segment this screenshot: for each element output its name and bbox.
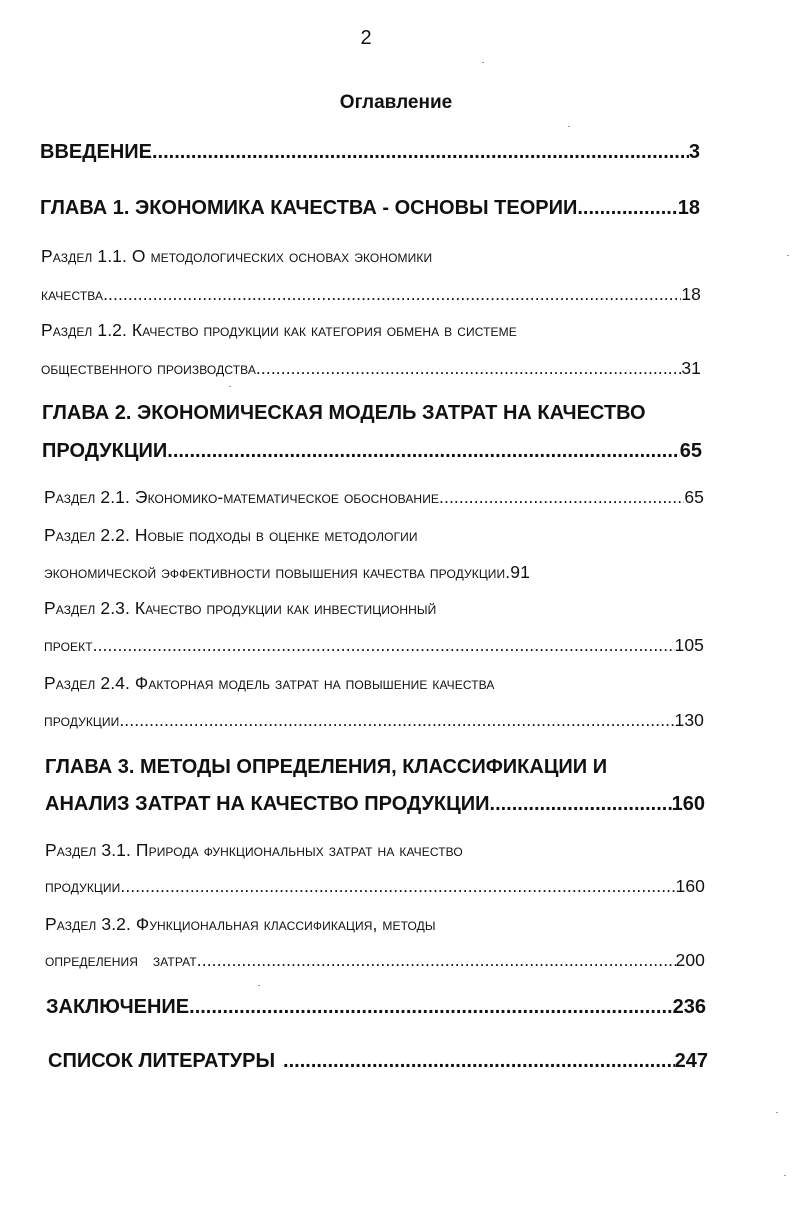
toc-entry-chapter-2-line-1[interactable] <box>42 402 702 425</box>
toc-entry-section-2-2-line-1[interactable] <box>44 525 704 546</box>
toc-entry-chapter-2-line-2[interactable] <box>42 440 702 463</box>
toc-entry-page: 91 <box>510 562 530 582</box>
page-number: 2 <box>360 27 372 49</box>
toc-entry-text: АНАЛИЗ ЗАТРАТ НА КАЧЕСТВО ПРОДУКЦИИ. <box>45 793 496 815</box>
scan-speck <box>776 1112 778 1113</box>
toc-entry-section-1-1-line-1[interactable] <box>41 246 701 267</box>
toc-entry-page: 31 <box>681 358 701 378</box>
toc-entry-text: Раздел 2.1. Экономико-математическое обоснование. <box>44 487 444 507</box>
dot-leader <box>261 358 681 379</box>
toc-entry-text: ВВЕДЕНИЕ <box>40 141 152 163</box>
toc-entry-text: Раздел 2.4. Факторная модель затрат на повышение качества <box>44 673 495 693</box>
toc-entry-text: Раздел 3.1. Природа функциональных затрат на качество <box>45 840 463 860</box>
scan-speck <box>568 126 570 127</box>
toc-entry-chapter-3-line-2[interactable] <box>45 793 705 816</box>
toc-entry-page: 18 <box>677 197 700 219</box>
toc-entry-page: 65 <box>679 440 702 462</box>
scan-speck <box>258 985 260 986</box>
toc-entry-section-2-1[interactable] <box>44 487 704 508</box>
toc-entry-conclusion[interactable] <box>46 996 706 1019</box>
toc-entry-section-3-1-line-1[interactable] <box>45 840 705 861</box>
dot-leader <box>173 440 680 463</box>
toc-entry-chapter-1[interactable] <box>40 197 700 220</box>
toc-entry-page: 65 <box>684 487 704 507</box>
scan-speck <box>784 1175 786 1176</box>
toc-entry-section-3-2-line-1[interactable] <box>45 914 705 935</box>
scan-speck <box>787 255 789 256</box>
toc-entry-text: ГЛАВА 1. ЭКОНОМИКА КАЧЕСТВА - ОСНОВЫ ТЕОРИИ. <box>40 197 583 219</box>
toc-entry-section-2-3-line-2[interactable] <box>44 635 704 656</box>
toc-entry-page: 18 <box>681 284 701 304</box>
toc-entry-page: 105 <box>674 635 704 655</box>
dot-leader <box>195 996 673 1019</box>
toc-entry-text: экономической эффективности повышения качества продукции. <box>44 562 511 582</box>
toc-entry-text: продукции <box>44 710 120 730</box>
toc-entry-page: 236 <box>672 996 706 1018</box>
dot-leader <box>98 635 675 656</box>
dot-leader <box>202 950 676 971</box>
toc-entry-page: 247 <box>674 1050 708 1072</box>
toc-entry-section-1-2-line-2[interactable] <box>41 358 701 379</box>
toc-entry-text: ПРОДУКЦИИ. <box>42 440 173 462</box>
toc-entry-section-2-4-line-1[interactable] <box>44 673 704 694</box>
toc-entry-text: Раздел 2.3. Качество продукции как инвестиционный <box>44 598 437 618</box>
toc-entry-text: Раздел 3.2. Функциональная классификация, методы <box>45 914 436 934</box>
toc-entry-text: общественного производства. <box>41 358 261 378</box>
toc-entry-text: продукции. <box>45 876 126 896</box>
dot-leader <box>119 710 674 731</box>
dot-leader <box>125 876 675 897</box>
toc-entry-chapter-3-line-1[interactable] <box>45 756 705 779</box>
toc-entry-page: 3 <box>688 141 700 163</box>
toc-entry-page: 160 <box>671 793 705 815</box>
toc-entry-section-2-4-line-2[interactable] <box>44 710 704 731</box>
toc-entry-section-2-3-line-1[interactable] <box>44 598 704 619</box>
toc-title: Оглавление <box>339 92 453 113</box>
toc-entry-section-1-2-line-1[interactable] <box>41 320 701 341</box>
toc-entry-text: Раздел 1.2. Качество продукции как категория обмена в системе <box>41 320 517 340</box>
dot-leader <box>108 284 681 305</box>
toc-entry-section-3-1-line-2[interactable] <box>45 876 705 897</box>
toc-entry-text: ГЛАВА 2. ЭКОНОМИЧЕСКАЯ МОДЕЛЬ ЗАТРАТ НА КАЧЕСТВО <box>42 402 646 424</box>
toc-entry-section-2-2-line-2[interactable] <box>44 562 720 583</box>
dot-leader <box>495 793 672 816</box>
scan-speck <box>229 386 231 387</box>
dot-leader <box>152 141 689 164</box>
toc-entry-text: качества. <box>41 284 109 304</box>
toc-entry-text: ГЛАВА 3. МЕТОДЫ ОПРЕДЕЛЕНИЯ, КЛАССИФИКАЦИИ И <box>45 756 608 778</box>
toc-entry-text: проект. <box>44 635 98 655</box>
toc-entry-text: Раздел 1.1. О методологических основах экономики <box>41 246 433 266</box>
toc-entry-section-3-2-line-2[interactable] <box>45 950 705 971</box>
toc-entry-introduction[interactable] <box>40 141 700 164</box>
toc-entry-text: СПИСОК ЛИТЕРАТУРЫ <box>48 1050 276 1072</box>
toc-entry-text: Раздел 2.2. Новые подходы в оценке методологии <box>44 525 418 545</box>
toc-entry-section-1-1-line-2[interactable] <box>41 284 701 305</box>
toc-entry-page: 200 <box>675 950 705 970</box>
toc-entry-page: 160 <box>675 876 705 896</box>
toc-entry-text: ЗАКЛЮЧЕНИЕ. <box>46 996 195 1018</box>
dot-leader <box>283 1050 675 1073</box>
dot-leader <box>444 487 684 508</box>
toc-entry-references[interactable] <box>48 1050 708 1073</box>
toc-entry-page: 130 <box>674 710 704 730</box>
scan-speck <box>482 62 484 63</box>
toc-entry-text: определения затрат. <box>45 950 202 970</box>
dot-leader <box>583 197 678 220</box>
